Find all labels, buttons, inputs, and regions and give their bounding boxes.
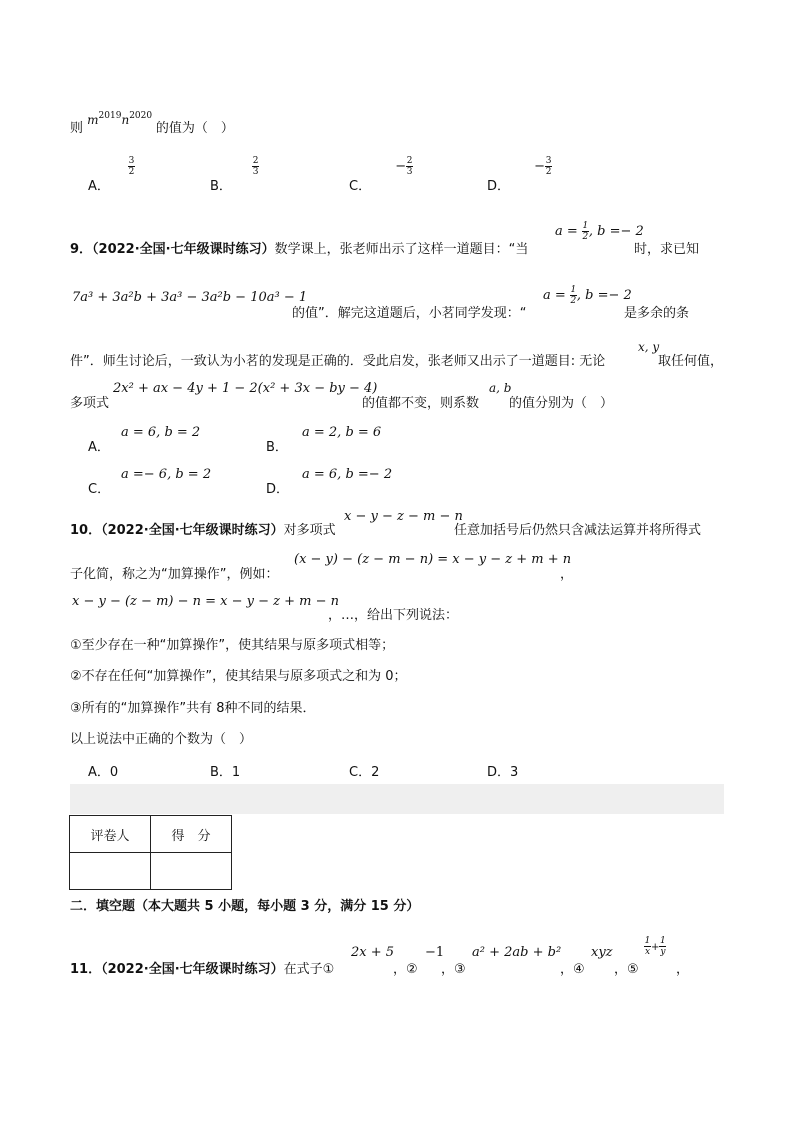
q11-sep-3: ，④ [560, 962, 585, 977]
q11-number: 11． [70, 962, 102, 977]
q10-example-1-comma: ， [560, 567, 574, 582]
q8-option-a[interactable]: A． $\frac{3}{2}$ [88, 156, 135, 194]
q8-option-c[interactable]: C． − $\frac{2}{3}$ [349, 156, 413, 194]
q9-line-4: 多项式 [70, 396, 110, 411]
q9-line-3: 件”．师生讨论后，一致认为小茗的发现是正确的．受此启发，张老师又出示了一道题目: 无论 [70, 354, 606, 369]
score-table-header-score: 得 分 [151, 816, 232, 853]
q10-question: 以上说法中正确的个数为（ ） [70, 732, 253, 747]
q9-condition: a = $\frac{1}{2}$ , b =− 2 [555, 221, 644, 242]
q9-line-2-text: 的值”．解完这道题后，小茗同学发现：“ [292, 306, 527, 321]
q10-source: （2022·全国·七年级课时练习） [101, 523, 284, 538]
q11-expr-3: a² + 2ab + b² [472, 945, 562, 960]
q8-prefix: 则 [70, 121, 84, 136]
q9-line-4-end: 的值分别为（ ） [509, 396, 614, 411]
q9-option-d[interactable]: D． [266, 482, 290, 497]
score-table-grader-cell[interactable] [70, 853, 151, 890]
q10-number: 10． [70, 523, 102, 538]
q8-suffix: 的值为（ ） [155, 121, 234, 136]
q11-line-1: 11．（2022·全国·七年级课时练习）在式子① [70, 962, 335, 977]
score-table-header-grader: 评卷人 [70, 816, 151, 853]
q9-line-2-end: 是多余的条 [624, 306, 690, 321]
q9-option-c[interactable]: C． [88, 482, 111, 497]
q10-statement-2: ②不存在任何“加算操作”，使其结果与原多项式之和为 0； [70, 669, 407, 684]
q9-polynomial-2: 2x² + ax − 4y + 1 − 2(x² + 3x − by − 4) [113, 381, 378, 396]
q9-source: （2022·全国·七年级课时练习） [92, 242, 275, 257]
q11-source: （2022·全国·七年级课时练习） [101, 962, 284, 977]
q10-example-2: x − y − (z − m) − n = x − y − z + m − n [72, 594, 340, 609]
q8-line [70, 111, 234, 136]
q11-expr-1: 2x + 5 [351, 945, 395, 960]
score-table-score-cell[interactable] [151, 853, 232, 890]
q10-example-1: (x − y) − (z − m − n) = x − y − z + m + n [294, 552, 572, 567]
q9-line-1: 9．（2022·全国·七年级课时练习）数学课上，张老师出示了这样一道题目：“当 [70, 242, 529, 257]
section-2-title: 二．填空题（本大题共 5 小题，每小题 3 分，满分 15 分） [70, 899, 420, 914]
q9-vars-ab: a, b [489, 381, 512, 395]
q9-vars-xy: x, y [638, 340, 660, 354]
q11-expr-4: xyz [591, 945, 613, 960]
q10-option-d[interactable]: D．3 [487, 765, 519, 780]
q9-option-c-value: a =− 6, b = 2 [121, 467, 212, 482]
section-divider-band [70, 784, 724, 814]
q11-sep-1: ，② [393, 962, 418, 977]
q9-polynomial: 7a³ + 3a²b + 3a³ − 3a²b − 10a³ − 1 [72, 290, 308, 305]
q10-polynomial: x − y − z − m − n [344, 509, 463, 524]
q10-line-3-end: ，…，给出下列说法： [328, 608, 459, 623]
q11-expr-5: $\frac{1}{x}$ + $\frac{1}{y}$ [644, 936, 666, 957]
q8-option-b[interactable]: B． $\frac{2}{3}$ [210, 156, 259, 194]
q8-option-b-fraction: $\frac{2}{3}$ [252, 156, 259, 177]
q10-option-c[interactable]: C．2 [349, 765, 380, 780]
q9-line-1-end: 时，求已知 [634, 242, 700, 257]
q9-option-a[interactable]: A． [88, 440, 110, 455]
q9-option-a-value: a = 6, b = 2 [121, 425, 201, 440]
q11-end: ， [676, 962, 690, 977]
q10-statement-1: ①至少存在一种“加算操作”，使其结果与原多项式相等； [70, 638, 395, 653]
q8-option-d[interactable]: D． − $\frac{3}{2}$ [487, 156, 552, 194]
q9-line-3-end: 取任何值， [658, 354, 724, 369]
q9-line-4-mid: 的值都不变，则系数 [362, 396, 480, 411]
q9-option-b[interactable]: B． [266, 440, 288, 455]
q10-option-a[interactable]: A．0 [88, 765, 119, 780]
q8-option-a-fraction: $\frac{3}{2}$ [128, 156, 135, 177]
q9-option-b-value: a = 2, b = 6 [302, 425, 382, 440]
q10-line-1-end: 任意加括号后仍然只含减法运算并将所得式 [454, 523, 702, 538]
q10-line-2: 子化简，称之为“加算操作”，例如： [70, 567, 279, 582]
q8-expression: $m^{2019}n^{2020}$ [87, 111, 153, 127]
q8-option-c-fraction: $\frac{2}{3}$ [406, 156, 413, 177]
q11-sep-4: ，⑤ [614, 962, 639, 977]
q11-expr-2: −1 [425, 945, 445, 960]
q11-sep-2: ，③ [441, 962, 466, 977]
q9-condition-repeat: a = $\frac{1}{2}$ , b =− 2 [543, 285, 632, 306]
score-table [69, 815, 232, 890]
q9-option-d-value: a = 6, b =− 2 [302, 467, 393, 482]
q10-line-1: 10．（2022·全国·七年级课时练习）对多项式 [70, 523, 336, 538]
q8-option-d-fraction: $\frac{3}{2}$ [545, 156, 552, 177]
q9-number: 9． [70, 242, 93, 257]
q10-option-b[interactable]: B．1 [210, 765, 241, 780]
q10-statement-3: ③所有的“加算操作”共有 8种不同的结果． [70, 701, 316, 716]
